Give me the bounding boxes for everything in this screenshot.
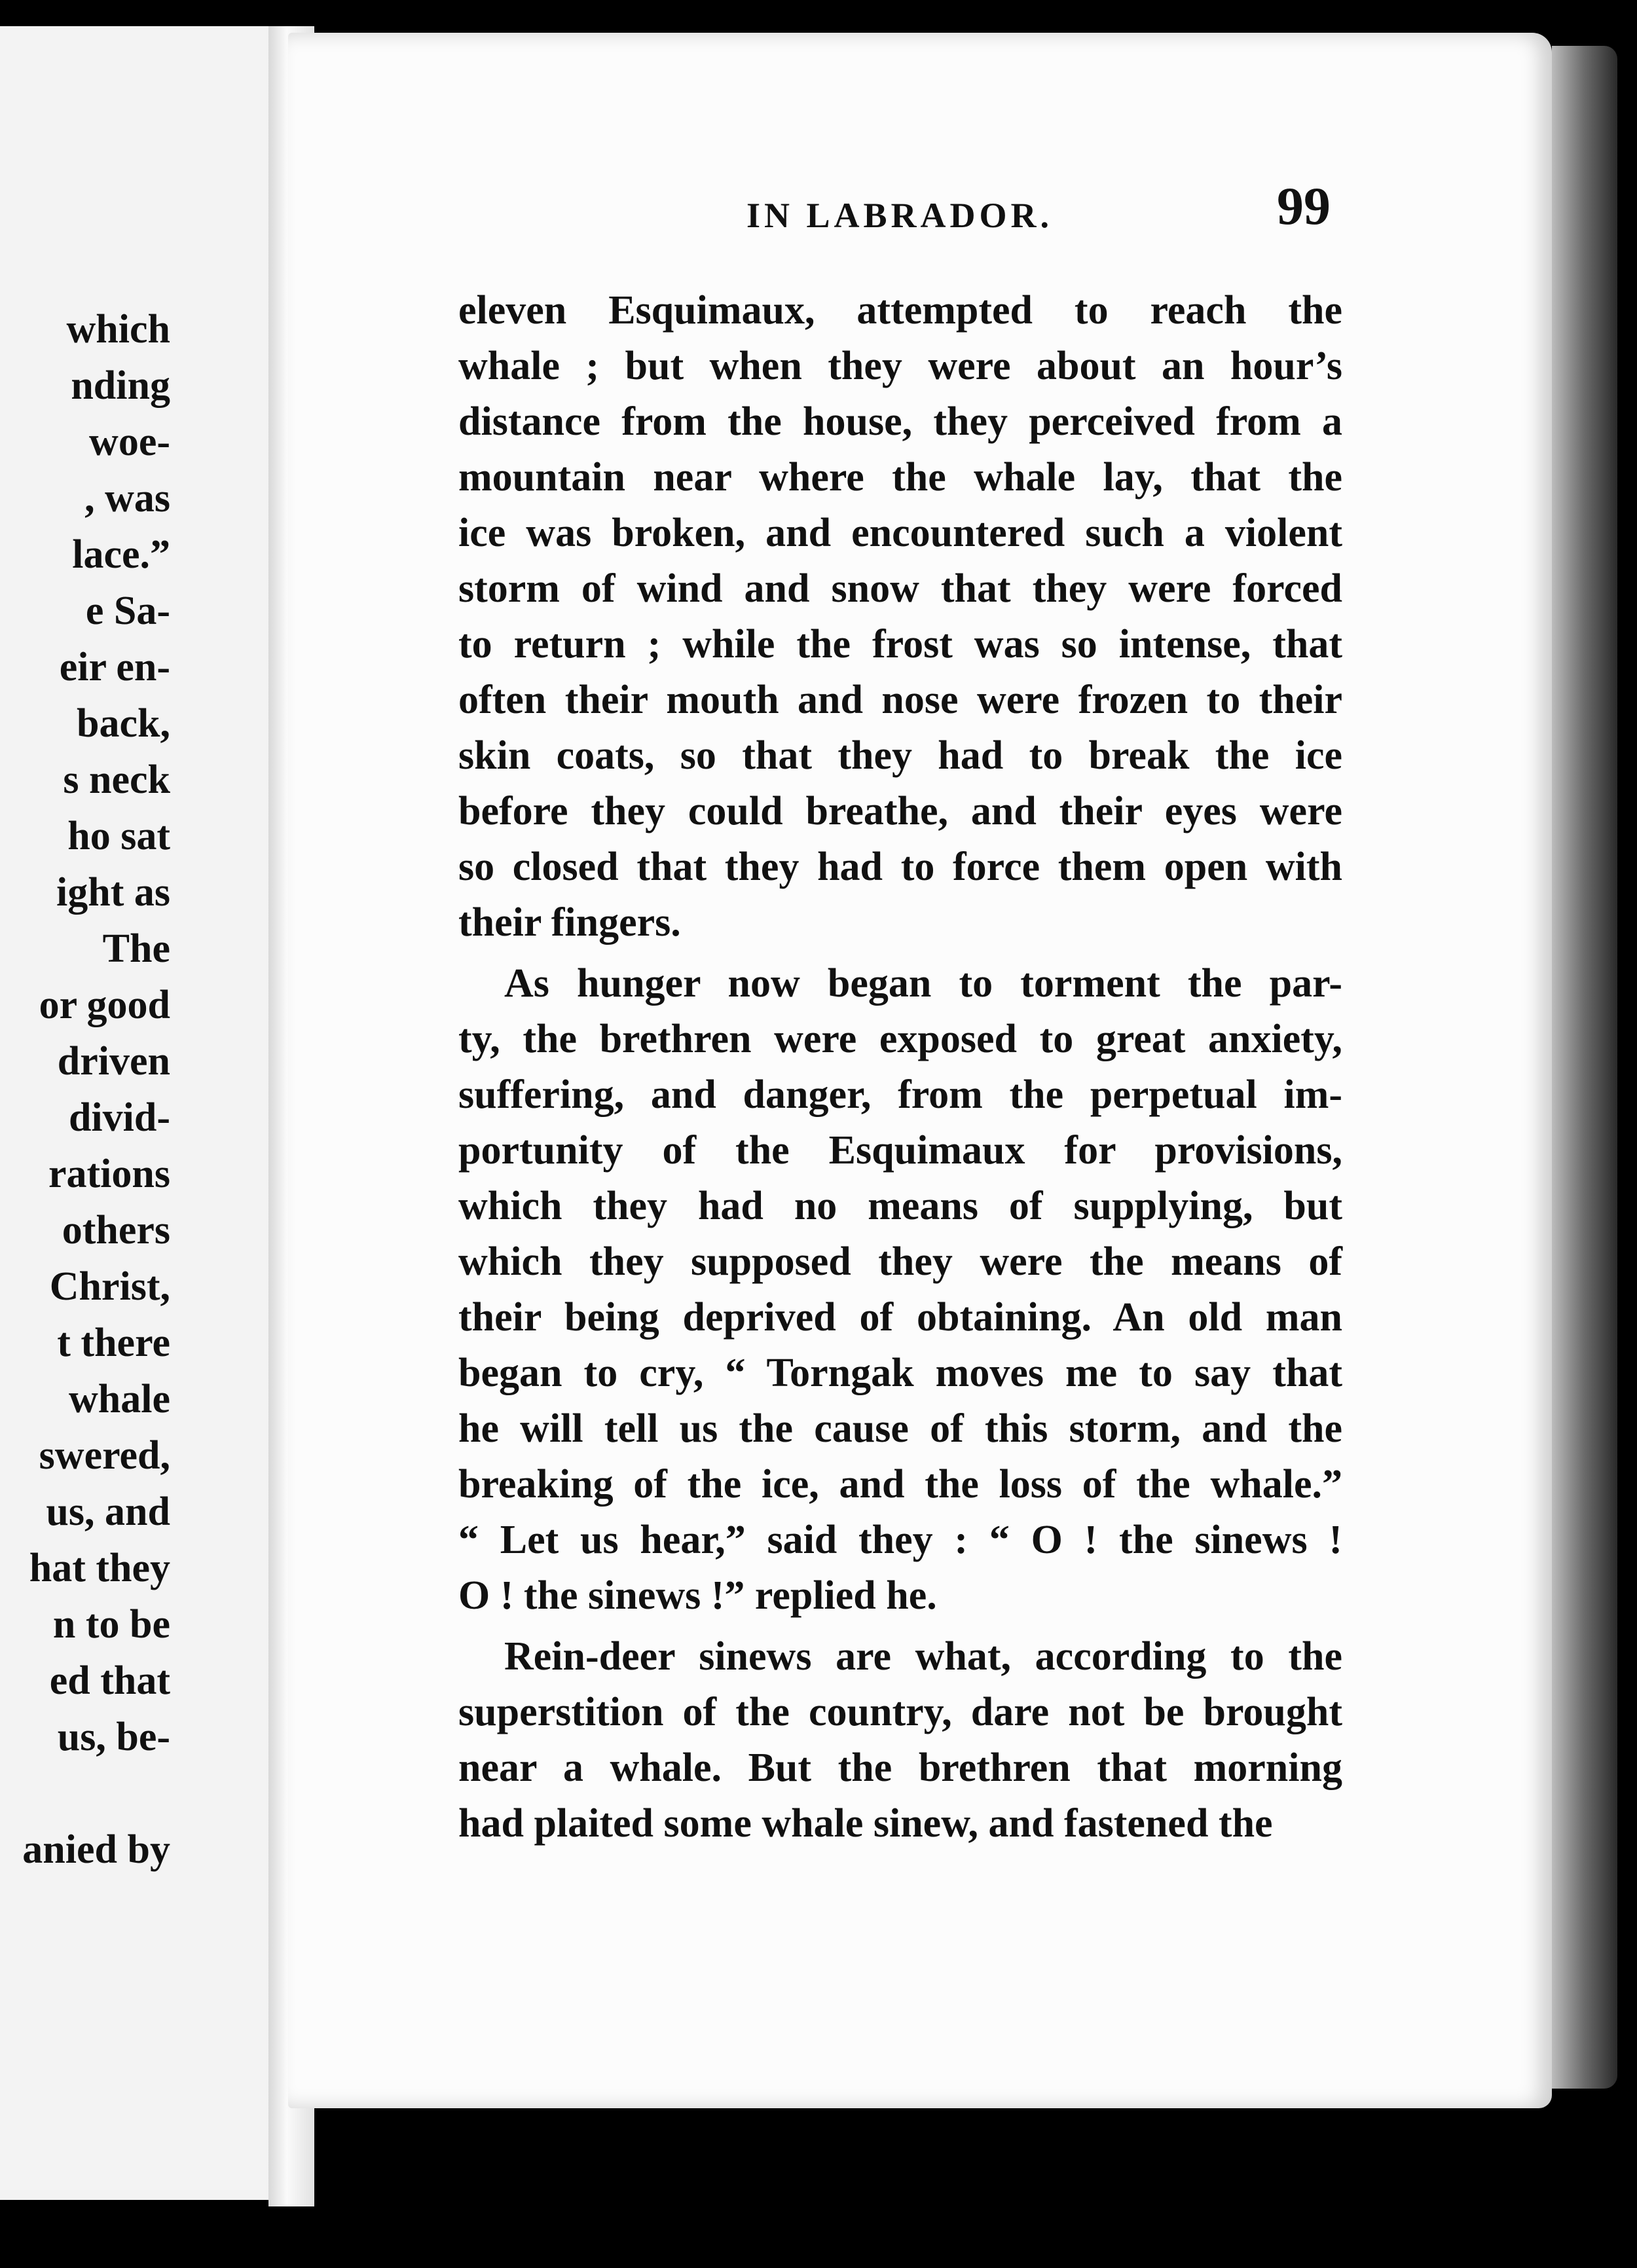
- text-line: As hunger now began to torment the par-: [504, 961, 1342, 1006]
- left-page-line: s neck: [63, 758, 170, 802]
- left-page-line: e Sa-: [85, 589, 170, 633]
- left-page-line: swered,: [39, 1433, 170, 1478]
- text-line: to return ; while the frost was so intense, that: [458, 622, 1342, 667]
- paragraph-gap: [458, 1624, 1342, 1629]
- left-page-line: woe-: [89, 420, 170, 464]
- text-line: near a whale. But the brethren that morning: [458, 1746, 1342, 1790]
- left-page-line: whale: [69, 1377, 170, 1421]
- text-line: ice was broken, and encountered such a violent: [458, 511, 1342, 555]
- left-page-line: hat they: [29, 1546, 170, 1590]
- text-line: so closed that they had to force them open with: [458, 845, 1342, 889]
- left-page-line: which: [66, 307, 170, 352]
- running-head: IN LABRADOR.: [746, 196, 1054, 235]
- text-line: ty, the brethren were exposed to great anxiety,: [458, 1017, 1342, 1061]
- text-line: storm of wind and snow that they were forced: [458, 566, 1342, 611]
- text-line: which they had no means of supplying, but: [458, 1184, 1342, 1228]
- left-facing-page: [0, 26, 285, 2200]
- left-page-line: t there: [57, 1321, 170, 1365]
- left-page-line: us, be-: [57, 1715, 170, 1759]
- left-page-line: eir en-: [59, 645, 170, 689]
- left-page-text: [0, 301, 170, 1878]
- text-line: which they supposed they were the means of: [458, 1239, 1342, 1284]
- left-page-line: n to be: [52, 1602, 170, 1647]
- text-line: began to cry, “ Torngak moves me to say that: [458, 1351, 1342, 1395]
- text-line: eleven Esquimaux, attempted to reach the: [458, 288, 1342, 333]
- text-line: distance from the house, they perceived from a: [458, 399, 1342, 444]
- paragraph: [458, 956, 1342, 1624]
- text-line: “ Let us hear,” said they : “ O ! the sinews !: [458, 1518, 1342, 1562]
- left-page-line: anied by: [22, 1827, 170, 1872]
- text-line: skin coats, so that they had to break the ice: [458, 733, 1342, 778]
- left-page-line: lace.”: [72, 532, 170, 577]
- text-line: mountain near where the whale lay, that the: [458, 455, 1342, 500]
- paragraph-gap: [458, 951, 1342, 956]
- text-line: before they could breathe, and their eyes were: [458, 789, 1342, 833]
- text-line: O ! the sinews !” replied he.: [458, 1573, 937, 1618]
- left-page-line: ho sat: [67, 814, 170, 858]
- left-page-line: The: [102, 926, 170, 971]
- body-text: [458, 283, 1342, 1852]
- text-line: Rein-deer sinews are what, according to the: [504, 1634, 1342, 1679]
- left-page-line: rations: [48, 1152, 170, 1196]
- left-page-line: divid-: [68, 1095, 170, 1140]
- left-page-line: or good: [39, 983, 170, 1027]
- page-edge: [1552, 46, 1617, 2089]
- text-line: their being deprived of obtaining. An old man: [458, 1295, 1342, 1340]
- left-page-line: ed that: [49, 1658, 170, 1703]
- left-page-line: others: [62, 1208, 170, 1253]
- text-line: whale ; but when they were about an hour’s: [458, 344, 1342, 388]
- text-line: superstition of the country, dare not be brought: [458, 1690, 1342, 1734]
- text-line: suffering, and danger, from the perpetual im-: [458, 1072, 1342, 1117]
- left-page-line: ight as: [56, 870, 170, 915]
- left-page-line: Christ,: [49, 1264, 170, 1309]
- text-line: had plaited some whale sinew, and fastened the: [458, 1801, 1273, 1846]
- text-line: he will tell us the cause of this storm, and the: [458, 1406, 1342, 1451]
- left-page-line: [0, 1765, 170, 1821]
- paragraph: [458, 1629, 1342, 1852]
- text-line: their fingers.: [458, 900, 681, 945]
- text-line: breaking of the ice, and the loss of the whale.”: [458, 1462, 1342, 1507]
- text-line: often their mouth and nose were frozen to their: [458, 678, 1342, 722]
- paragraph: [458, 283, 1342, 951]
- left-page-line: us, and: [46, 1490, 170, 1534]
- left-page-line: driven: [57, 1039, 170, 1084]
- text-line: portunity of the Esquimaux for provisions,: [458, 1128, 1342, 1173]
- left-page-line: , was: [84, 476, 170, 521]
- page-number: 99: [1277, 176, 1331, 236]
- left-page-line: nding: [71, 363, 170, 408]
- left-page-line: back,: [77, 701, 170, 746]
